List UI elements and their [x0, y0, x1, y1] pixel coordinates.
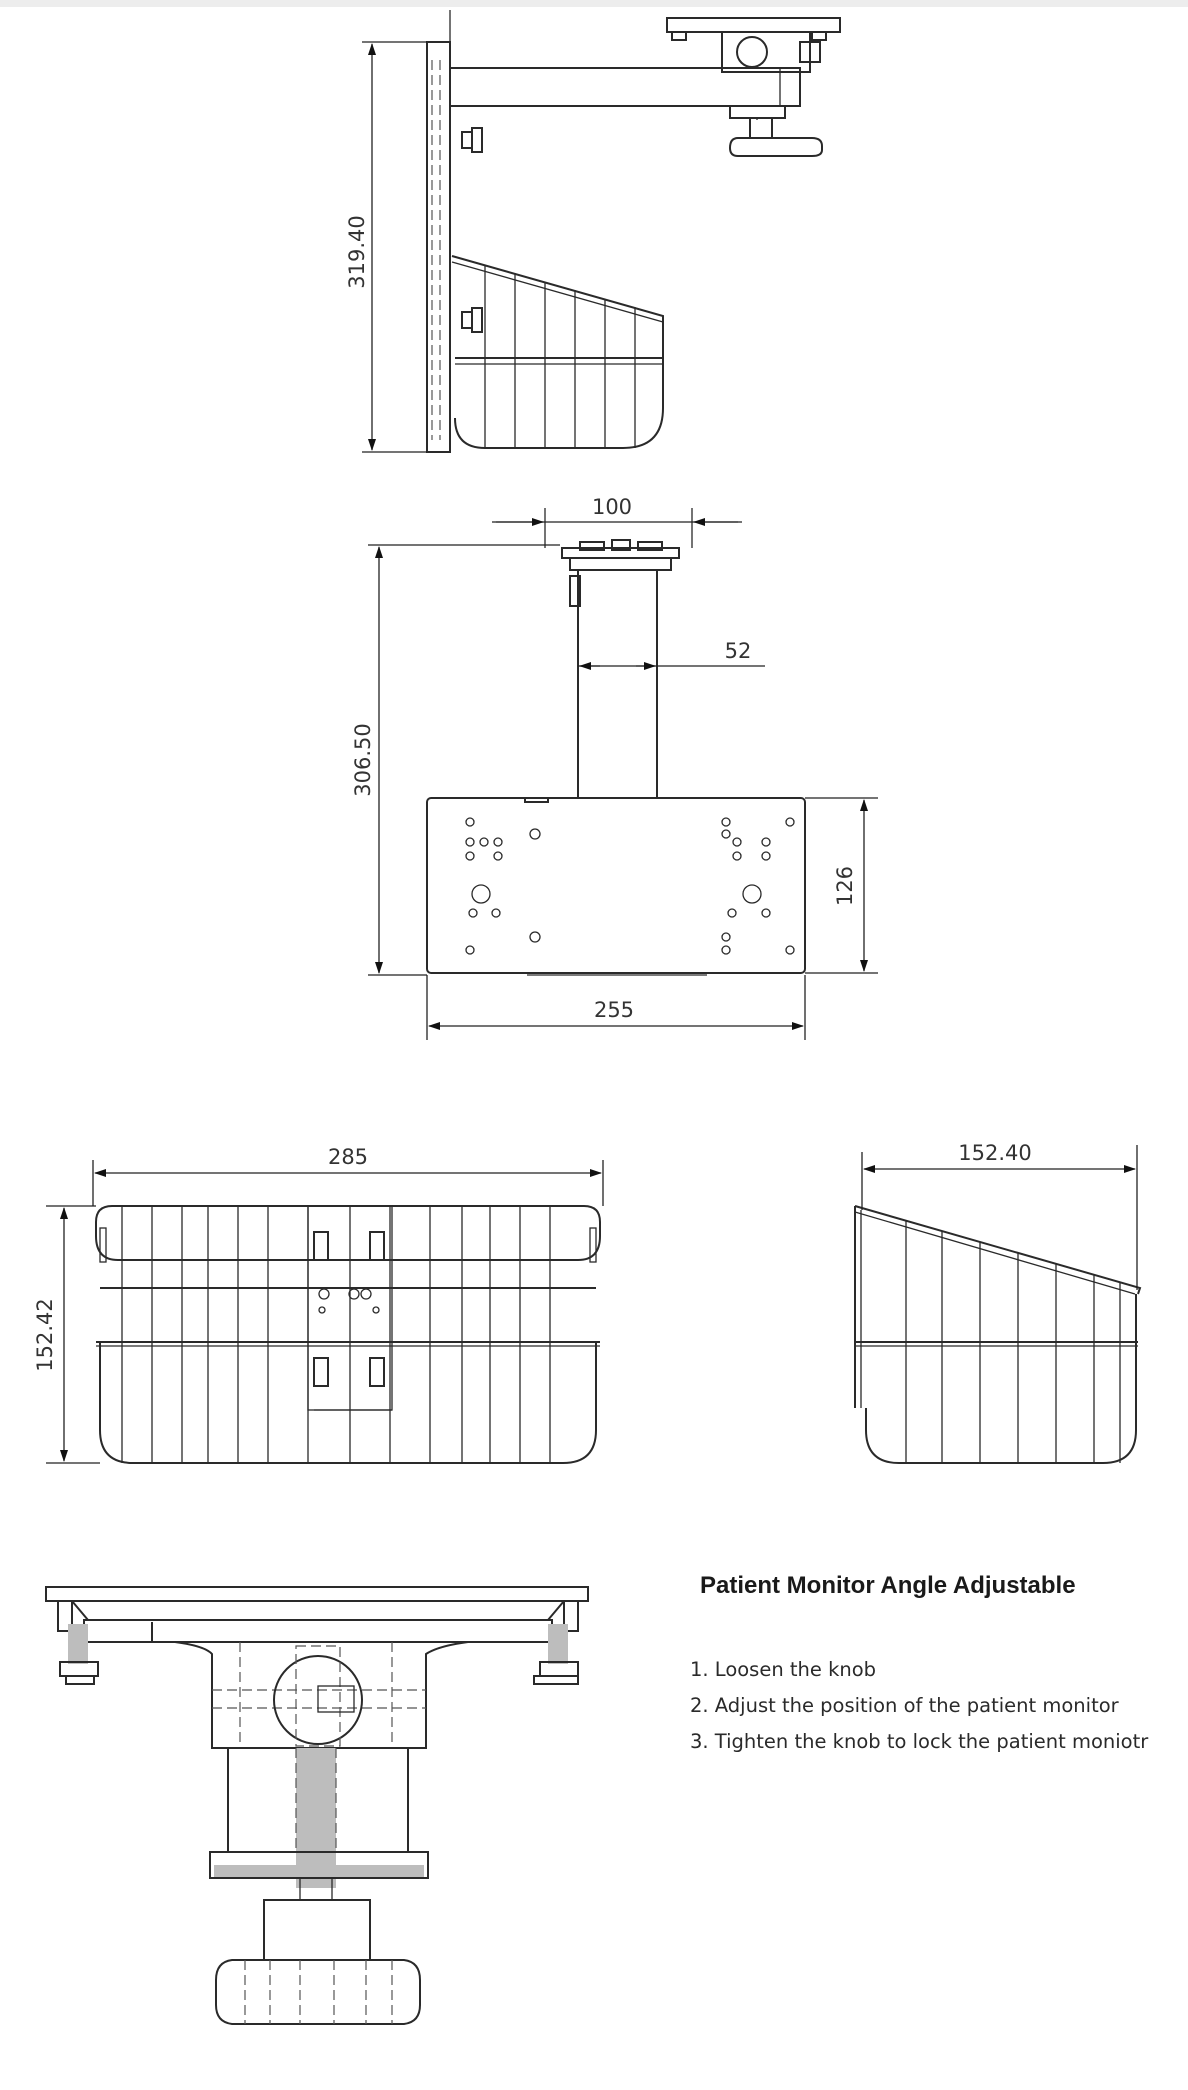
front-view: [351, 495, 878, 1040]
side-view: [345, 10, 840, 452]
mount-plate-height-label: 126: [833, 865, 857, 907]
instruction-step: 2. Adjust the position of the patient monitor: [690, 1694, 1119, 1717]
instructions-title: Patient Monitor Angle Adjustable: [700, 1572, 1076, 1599]
basket-front-view: [33, 1145, 603, 1463]
basket-width-label: 285: [327, 1145, 369, 1169]
basket-depth-label: 152.40: [958, 1141, 1032, 1165]
instruction-step: 1. Loosen the knob: [690, 1658, 877, 1681]
basket-height-label: 152.42: [33, 1298, 57, 1372]
pole-width-label: 52: [724, 639, 752, 663]
instruction-step: 3. Tighten the knob to lock the patient moniotr: [690, 1730, 1149, 1753]
basket-side-view: [855, 1141, 1140, 1463]
mount-plate-width-label: 255: [593, 998, 635, 1022]
instructions-list: [690, 1652, 1160, 1760]
plate-width-label: 100: [591, 495, 633, 519]
height-side-label: 319.40: [345, 215, 369, 289]
knob-detail-view: [46, 1587, 588, 2024]
instructions-panel: [690, 1572, 1160, 1760]
height-front-label: 306.50: [351, 723, 375, 797]
